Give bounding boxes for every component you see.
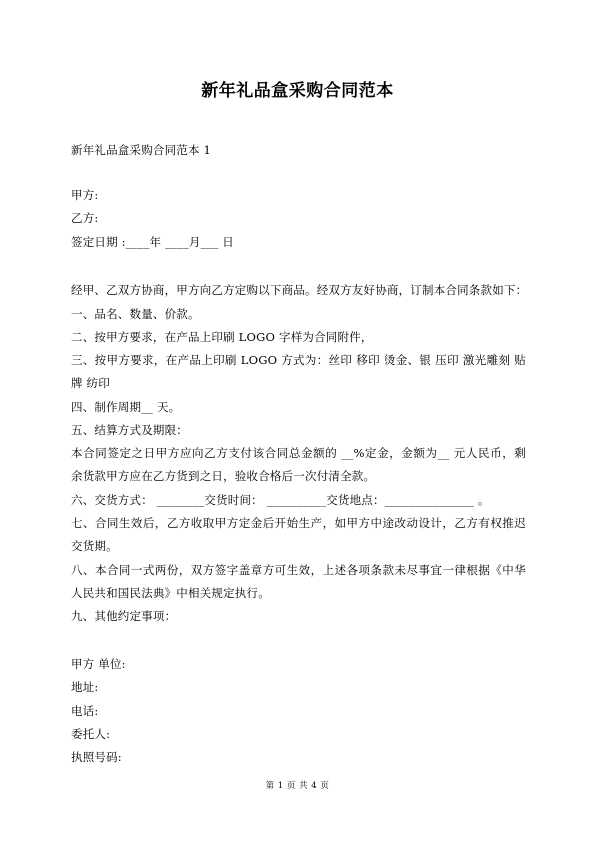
party-a-label: 甲方: [71,188,99,202]
sign-date-line: 签定日期 :____年 ____月___ 日 [71,235,234,249]
clause-3-continued: 牌 纺印 [71,376,110,390]
signature-delegate: 委托人: [71,727,111,741]
clause-8: 八、本合同一式两份，双方签字盖章方可生效，上述各项条款未尽事宜一律根据《中华 [71,563,526,577]
clause-9: 九、其他约定事项： [71,609,177,623]
signature-unit: 甲方 单位: [71,657,126,671]
clause-4: 四、制作周期__ 天。 [71,400,181,414]
clause-8-continued: 人民共和国民法典》中相关规定执行。 [71,586,270,600]
clause-6: 六、交货方式： ________交货时间： __________交货地点：_______________ 。 [71,493,490,507]
document-title: 新年礼品盒采购合同范本 [201,81,394,101]
signature-license: 执照号码: [71,750,122,764]
clause-5: 五、结算方式及期限： [71,423,188,437]
signature-address: 地址: [71,680,99,694]
clause-7-continued: 交货期。 [71,539,118,553]
document-subtitle: 新年礼品盒采购合同范本 1 [71,143,212,157]
page-footer: 第 1 页 共 4 页 [265,781,330,791]
clause-3: 三、按甲方要求，在产品上印刷 LOGO 方式为：丝印 移印 烫金、银 压印 激光雕刻 贴 [71,353,526,367]
clause-1: 一、品名、数量、价款。 [71,307,200,321]
signature-phone: 电话: [71,704,99,718]
clause-2: 二、按甲方要求，在产品上印刷 LOGO 字样为合同附件， [71,330,373,344]
clause-7: 七、合同生效后，乙方收取甲方定金后开始生产，如甲方中途改动设计，乙方有权推迟 [71,516,526,530]
clause-5-detail: 本合同签定之日甲方应向乙方支付该合同总金额的 __%定金，金额为__ 元人民币，剩 [71,446,526,460]
party-b-label: 乙方: [71,211,99,225]
clause-5-detail-continued: 余货款甲方应在乙方货到之日，验收合格后一次付清全款。 [71,469,376,483]
body-paragraph: 经甲、乙双方协商，甲方向乙方定购以下商品。经双方友好协商，订制本合同条款如下： [71,283,528,297]
